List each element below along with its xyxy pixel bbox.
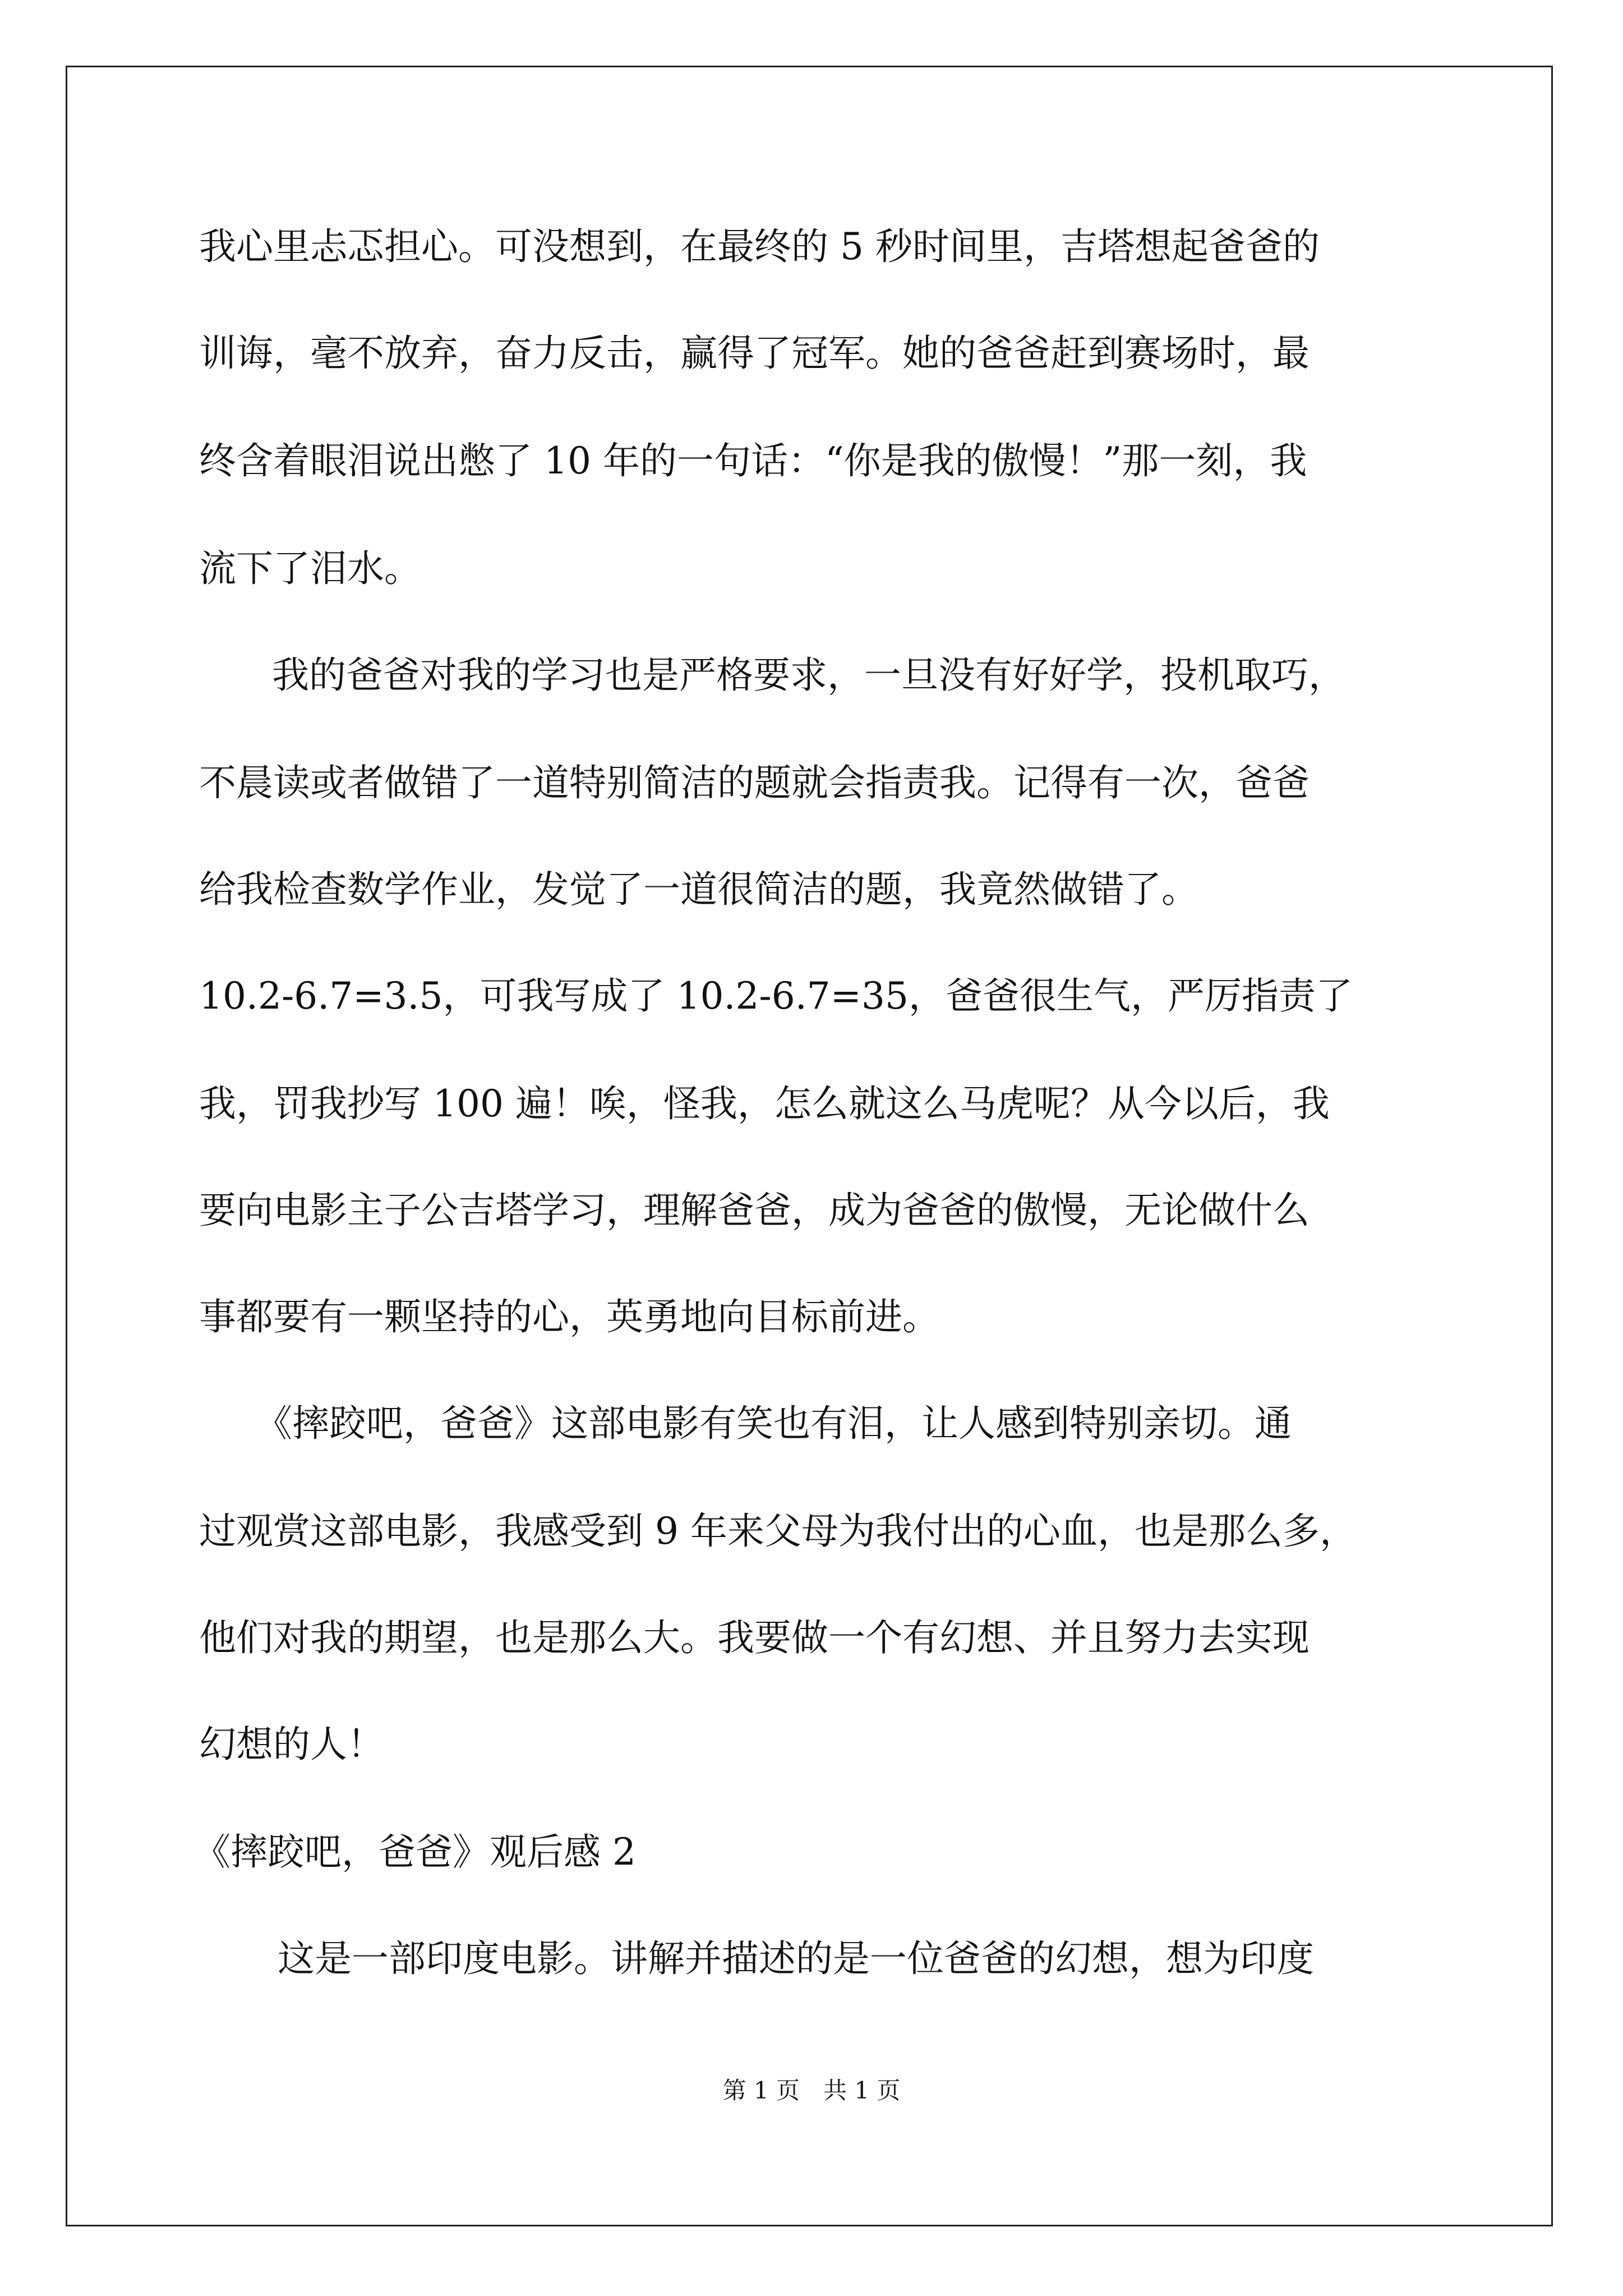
text-line-1: 我心里忐忑担心。可没想到，在最终的 5 秒时间里，吉塔想起爸爸的 [199, 225, 1320, 268]
text-line-17: 这是一部印度电影。讲解并描述的是一位爸爸的幻想，想为印度 [278, 1937, 1314, 1980]
text-line-13: 过观赏这部电影，我感受到 9 年来父母为我付出的心血，也是那么多， [199, 1510, 1357, 1553]
text-line-12: 《摔跤吧，爸爸》这部电影有笑也有泪，让人感到特别亲切。通 [255, 1402, 1292, 1445]
text-line-9: 我，罚我抄写 100 遍！唉，怪我，怎么就这么马虎呢？从今以后，我 [199, 1082, 1330, 1125]
text-line-8: 10.2-6.7=3.5，可我写成了 10.2-6.7=35，爸爸很生气，严厉指责了 [199, 974, 1353, 1018]
text-line-14: 他们对我的期望，也是那么大。我要做一个有幻想、并且努力去实现 [199, 1616, 1310, 1659]
text-line-10: 要向电影主子公吉塔学习，理解爸爸，成为爸爸的傲慢，无论做什么 [199, 1189, 1310, 1232]
page-border [66, 66, 1553, 2226]
text-line-5: 我的爸爸对我的学习也是严格要求，一旦没有好好学，投机取巧， [272, 654, 1345, 697]
text-line-11: 事都要有一颗坚持的心，英勇地向目标前进。 [199, 1295, 939, 1338]
page-number-footer: 第 1 页 共 1 页 [722, 2077, 901, 2104]
section-heading: 《摔跤吧，爸爸》观后感 2 [193, 1830, 636, 1874]
text-line-3: 终含着眼泪说出憋了 10 年的一句话：“你是我的傲慢！”那一刻，我 [199, 439, 1307, 482]
text-line-15: 幻想的人！ [199, 1723, 384, 1766]
text-line-2: 训诲，毫不放弃，奋力反击，赢得了冠军。她的爸爸赶到赛场时，最 [199, 332, 1310, 375]
text-line-6: 不晨读或者做错了一道特别简洁的题就会指责我。记得有一次，爸爸 [199, 761, 1310, 804]
text-line-4: 流下了泪水。 [199, 547, 421, 590]
text-line-7: 给我检查数学作业，发觉了一道很简洁的题，我竟然做错了。 [199, 868, 1198, 911]
